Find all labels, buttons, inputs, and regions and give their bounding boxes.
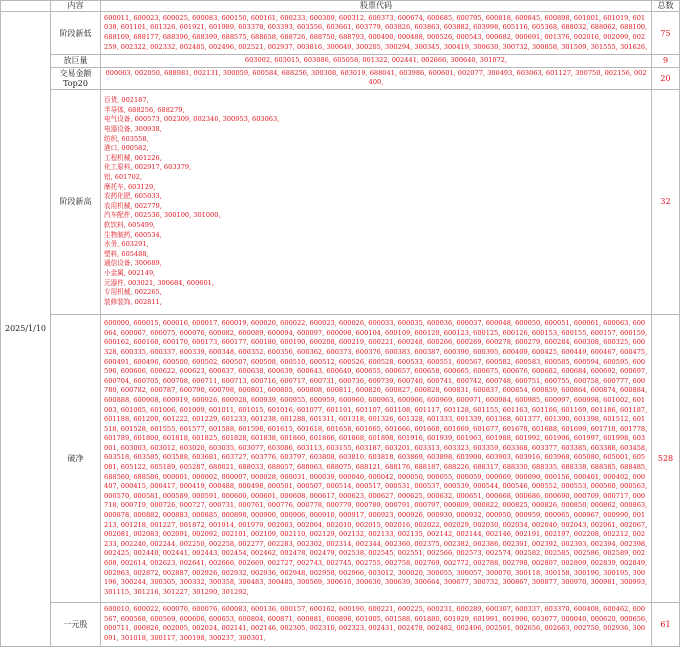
total-cell: 75 [652,12,680,55]
sector-line: 农药化肥, 605033, [104,192,162,201]
sector-line: 半导体, 688256, 688279, [104,105,185,114]
table-row [1,89,680,314]
sector-line: 工程机械, 001226, [104,153,162,162]
sector-line: 电器设备, 300938, [104,125,162,134]
total-cell: 528 [652,314,680,602]
category-cell: 阶段新低 [51,12,101,55]
sector-line: 化工原料, 002917, 603379, [104,163,192,172]
header-row [1,1,680,12]
sector-line: 软饮料, 605499, [104,220,156,229]
sector-line: 水务, 603291, [104,240,149,249]
category-cell: 放巨量 [51,55,101,68]
table-row [1,55,680,68]
sector-line: 通信设备, 300689, [104,259,162,268]
sector-line: 专用机械, 002265, [104,288,162,297]
codes-cell: 603002, 603015, 603086, 605058, 001322, 002441, 002666, 300640, 301072, [101,55,652,68]
sector-line: 百货, 002187, [104,96,149,105]
sector-line: 汽车配件, 002536, 300100, 301000, [104,211,221,220]
sector-line: 纺织, 603558, [104,134,149,143]
category-cell: 一元股 [51,602,101,646]
sector-line: 电气设备, 600573, 002309, 002346, 300953, 603063, [104,115,280,124]
sector-line: 铝, 601702, [104,173,143,181]
codes-cell: 000063, 002050, 688981, 002131, 300059, 600584, 688256, 300308, 603019, 688041, 603986, 600601, 002077, 300493, 603063, 601127, 300750, 002156, 002400, [101,67,652,89]
total-cell: 9 [652,55,680,68]
sector-line: 元器件, 003021, 300684, 600601, [104,278,214,287]
codes-cell: 600011, 600023, 600025, 600083, 600150, 600161, 600233, 600309, 600312, 600373, 600674, 600685, 600795, 600818, 600845, 600898, 601001, 601019, 601038, 601101, 601326, 601921, 601989, 603378, 603393, 603556, 603661, 603779, 603826, 603863, 603882, 603998, 605116, 605368, 688032, 688062, 688100, 688109, 688177, 688390, 688399, 688575, 688658, 688726, 688750, 688793, 000400, 000488, 000526, 000543, 000682, 000691, 001376, 002016, 002099, 002259, 002322, 002332, 002485, 002496, 002521, 002937, 003816, 300049, 300205, 300294, 300345, 300419, 300630, 300732, 300858, 301509, 301555, 301626, [101,12,652,55]
sector-line: 农用机械, 002779, [104,201,162,210]
category-cell: 交易金额Top20 [51,67,101,89]
date-cell: 2025/1/10 [1,12,51,647]
table-row [1,602,680,646]
sector-line: 摩托车, 603129, [104,182,156,191]
codes-cell: 600000, 600015, 600016, 600017, 600019, 600020, 600022, 600023, 600026, 600033, 600035, 600036, 600037, 600048, 600050, 600051, 600061, 600063, 600064, 600067, 600075, 600076, 600082, 600089, 600094, 600097, 600098, 600104, 600109, 600120, 600123, 600125, 600126, 600153, 600155, 600157, 600159, 600162, 600168, 600170, 600173, 600177, 600180, 600190, 600208, 600219, 600221, 600248, 600266, 600269, 600278, 600279, 600284, 600308, 600325, 600328, 600335, 600337, 600339, 600348, 600352, 600356, 600362, 600373, 600376, 600383, 600387, 600390, 600395, 600409, 600425, 600449, 600467, 600475, 600491, 600496, 600500, 600502, 600507, 600508, 600510, 600512, 600526, 600528, 600533, 600551, 600567, 600582, 600583, 600585, 600594, 600595, 600596, 600606, 600622, 600623, 600637, 600638, 600639, 600643, 600649, 600655, 600657, 600658, 600665, 600675, 600676, 600682, 600684, 600692, 600697, 600704, 600705, 600708, 600711, 600713, 600716, 600717, 600731, 600736, 600739, 600740, 600741, 600742, 600748, 600751, 600755, 600758, 600777, 600780, 600782, 600787, 600790, 600798, 600801, 600805, 600808, 600811, 600820, 600827, 600828, 600831, 600837, 600854, 600859, 600864, 600874, 600884, 600888, 600908, 600919, 600926, 600928, 600939, 600955, 600959, 600960, 600963, 600966, 600969, 600971, 600984, 600985, 600997, 600998, 601002, 601003, 601005, 601006, 601009, 601011, 601015, 601016, 601077, 601101, 601107, 601108, 601117, 601128, 601155, 601163, 601166, 601169, 601186, 601187, 601188, 601200, 601222, 601229, 601233, 601238, 601288, 601311, 601318, 601326, 601328, 601333, 601339, 601368, 601377, 601390, 601398, 601512, 601518, 601528, 601555, 601577, 601588, 601598, 601615, 601618, 601658, 601665, 601666, 601668, 601669, 601677, 601678, 601688, 601699, 601718, 601778, 601789, 601800, 601818, 601825, 601828, 601838, 601860, 601866, 601868, 601898, 601916, 601939, 601963, 601988, 601992, 601996, 601997, 601998, 603001, 603003, 603012, 603020, 603035, 603077, 603086, 603113, 603155, 603187, 603201, 603313, 603323, 603359, 603368, 603377, 603385, 603388, 603458, 603518, 603585, 603588, 603681, 603727, 603776, 603797, 603808, 603810, 603818, 603869, 603898, 603900, 603903, 603916, 603968, 605080, 605001, 605081, 605122, 605189, 605287, 688021, 688033, 688057, 688063, 688075, 688121, 688176, 688187, 688226, 688317, 688330, 688335, 688338, 688385, 688485, 688560, 688586, 000001, 000002, 000007, 000028, 000031, 000039, 000040, 000042, 000050, 000055, 000059, 000069, 000090, 000156, 000401, 000402, 000407, 000415, 000417, 000419, 000488, 000498, 000501, 000507, 000514, 000517, 000531, 000537, 000539, 000544, 000546, 000552, 000553, 000560, 000563, 000570, 000581, 000589, 000591, 000600, 000601, 000608, 000617, 000623, 000627, 000625, 000632, 000651, 000668, 000686, 000690, 000709, 000717, 000718, 000719, 000726, 000727, 000731, 000761, 000776, 000778, 000779, 000789, 000791, 000797, 000809, 000822, 000825, 000826, 000850, 000862, 000863, 000878, 000882, 000883, 000885, 000898, 000900, 000906, 000910, 000917, 000923, 000926, 000930, 000932, 000950, 000959, 000965, 000967, 000990, 001213, 001218, 001227, 001872, 001914, 001979, 002003, 002004, 002010, 002015, 002016, 002022, 002029, 002030, 002034, 002040, 002043, 002061, 002067, 002081, 002083, 002091, 002092, 002101, 002109, 002110, 002129, 002132, 002133, 002135, 002142, 002144, 002146, 002191, 002197, 002208, 002212, 002233, 002240, 002244, 002250, 002258, 002277, 002283, 002302, 002314, 002344, 002360, 002375, 002382, 002386, 002391, 002392, 002393, 002394, 002398, 002425, 002440, 002441, 002443, 002454, 002462, 002478, 002479, 002538, 002545, 002551, 002566, 002573, 002574, 002582, 002585, 002586, 002589, 002608, 002614, 002623, 002641, 002666, 002669, 002727, 002743, 002745, 002755, 002758, 002769, 002772, 002788, 002798, 002807, 002809, 002839, 002849, 002863, 002872, 002887, 002926, 002932, 002936, 002948, 002958, 002966, 003012, 300020, 300055, 300057, 300070, 300118, 300158, 300190, 300195, 300196, 300244, 300305, 300332, 300358, 300483, 300485, 300569, 300616, 300630, 300639, 300664, 300677, 300732, 300867, 300877, 300970, 300981, 300993, 301115, 301216, 301227, 301290, 301292, [101,314,652,602]
header-content: 内容 [51,1,101,12]
codes-cell: 600010, 600022, 600070, 600076, 600083, 600136, 600157, 600162, 600190, 600221, 600225, 600231, 600289, 600307, 600337, 603370, 600408, 600462, 600567, 600568, 600569, 600606, 600653, 600804, 600871, 600881, 600898, 601005, 601588, 601880, 601929, 601991, 601996, 603077, 000040, 000620, 000656, 000711, 000826, 002005, 002024, 002141, 002146, 002305, 002310, 002323, 002431, 002478, 002482, 002496, 002501, 002656, 002663, 002750, 002936, 300091, 301018, 300117, 300198, 300237, 300301, [101,602,652,646]
total-cell: 61 [652,602,680,646]
sector-list [101,89,652,314]
table-row [1,314,680,602]
header-codes: 股票代码 [101,1,652,12]
sector-line: 小金属, 002149, [104,268,156,277]
sector-line: 装修装饰, 002811, [104,297,162,306]
category-cell: 阶段新高 [51,89,101,314]
header-total: 总数 [652,1,680,12]
total-cell: 20 [652,67,680,89]
total-cell: 32 [652,89,680,314]
table-row [1,12,680,55]
sector-line: 生物制药, 600534, [104,230,162,239]
sector-line: 塑料, 605488, [104,249,149,258]
category-cell: 破净 [51,314,101,602]
sector-line: 港口, 000582, [104,144,149,153]
header-date-spacer [1,1,51,12]
table-row [1,67,680,89]
